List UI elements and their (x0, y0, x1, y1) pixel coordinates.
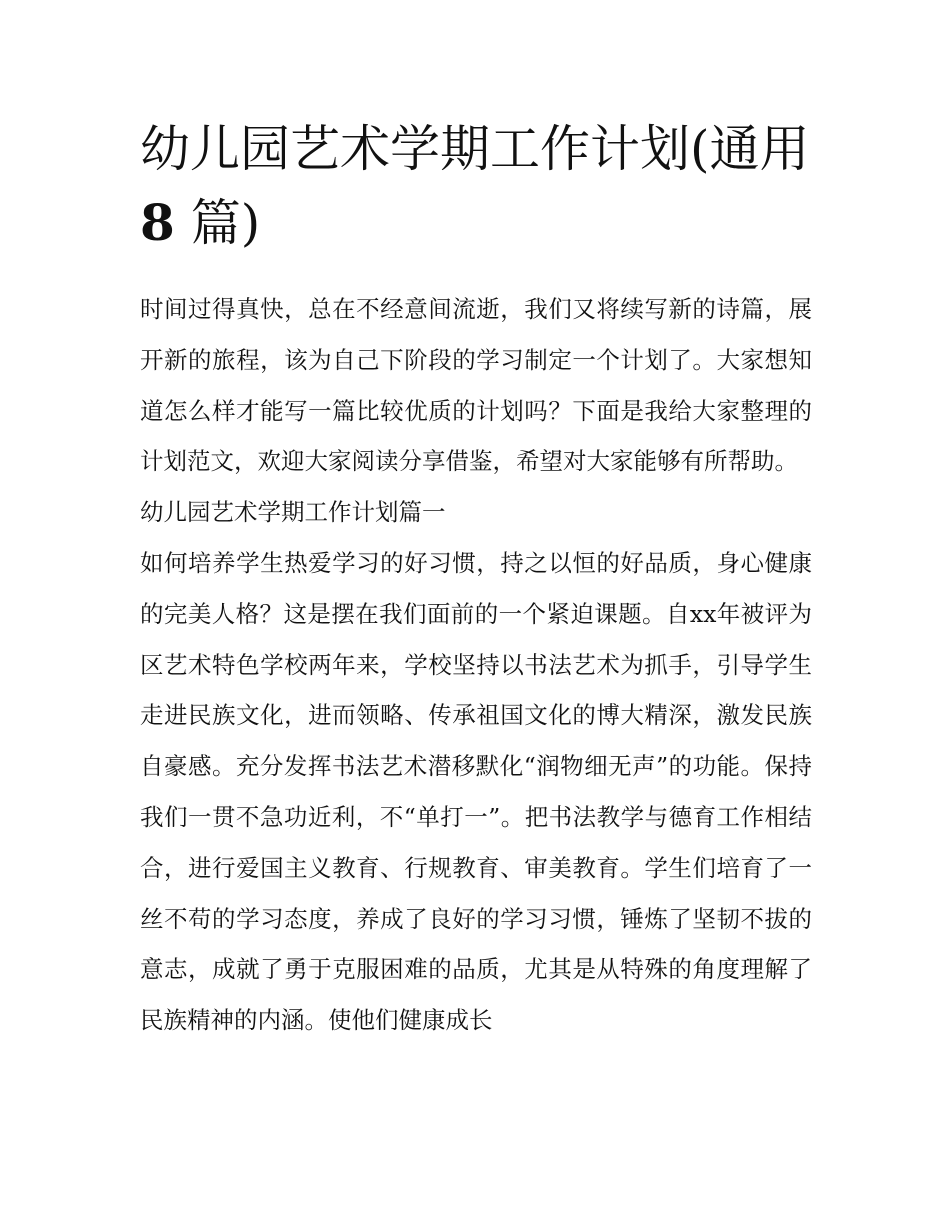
title-suffix: 篇) (190, 194, 261, 252)
document-content (140, 112, 812, 1046)
document-title (140, 112, 812, 260)
section-heading: 幼儿园艺术学期工作计划篇一 (140, 498, 446, 527)
title-number: 8 (140, 193, 175, 252)
body-paragraph: 如何培养学生热爱学习的好习惯，持之以恒的好品质，身心健康的完美人格？这是摆在我们面前的一个紧迫课题。自xx年被评为区艺术特色学校两年来，学校坚持以书法艺术为抓手，引导学生走进民族文化，进而领略、传承祖国文化的博大精深，激发民族自豪感。充分发挥书法艺术潜移默化“润物细无声”的功能。保持我们一贯不急功近利，不“单打一”。把书法教学与德育工作相结合，进行爱国主义教育、行规教育、审美教育。学生们培育了一丝不苟的学习态度，养成了良好的学习习惯，锤炼了坚韧不拔的意志，成就了勇于克服困难的品质，尤其是从特殊的角度理解了民族精神的内涵。使他们健康成长 (140, 548, 812, 1035)
intro-paragraph: 时间过得真快，总在不经意间流逝，我们又将续写新的诗篇，展开新的旅程，该为自己下阶段的学习制定一个计划了。大家想知道怎么样才能写一篇比较优质的计划吗？下面是我给大家整理的计划范文，欢迎大家阅读分享借鉴，希望对大家能够有所帮助。 (140, 295, 812, 476)
title-text: 幼儿园艺术学期工作计划(通用 (140, 120, 810, 178)
